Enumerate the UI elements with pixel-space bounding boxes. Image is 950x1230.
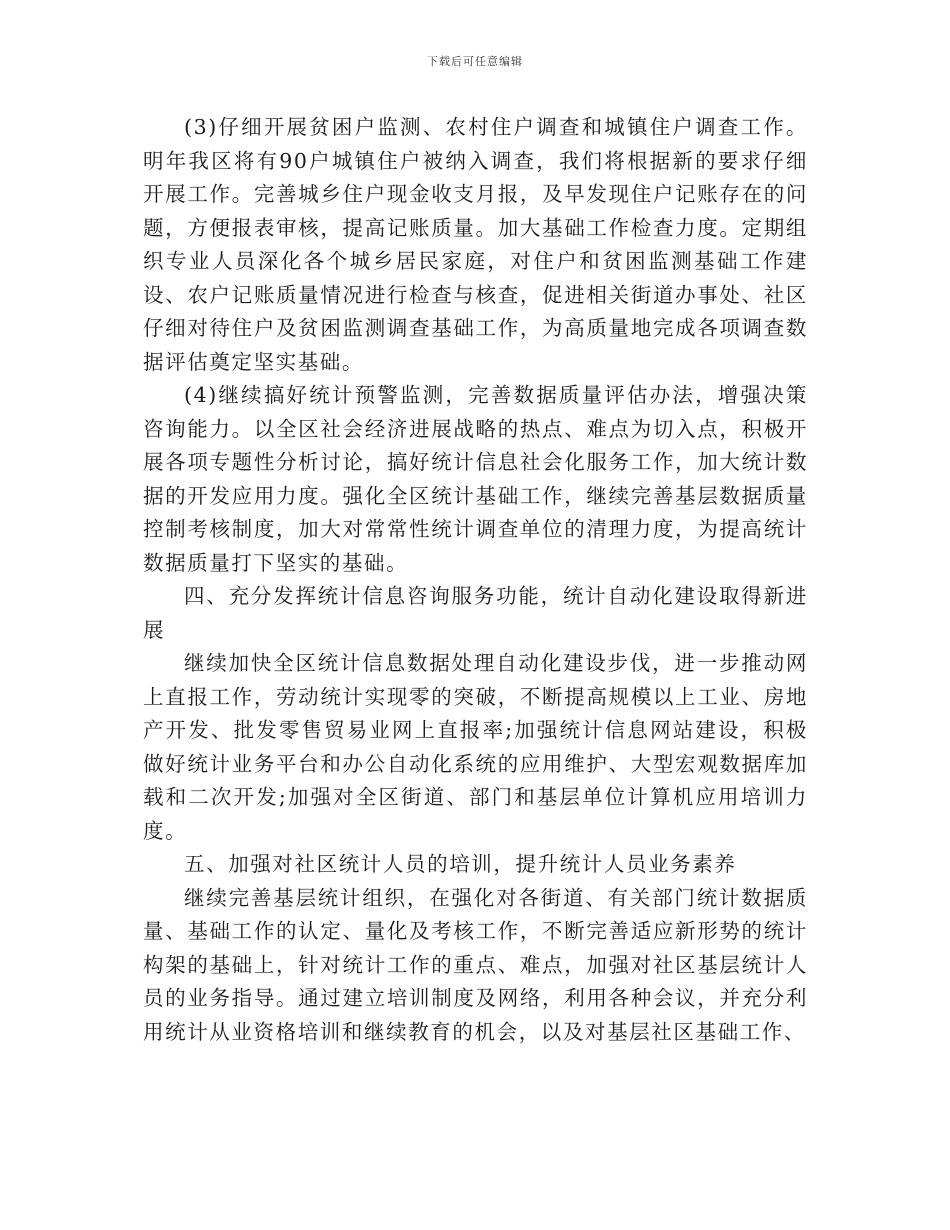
paragraph-automation: 继续加快全区统计信息数据处理自动化建设步伐，进一步推动网上直报工作，劳动统计实现零的突破，不断提高规模以上工业、房地产开发、批发零售贸易业网上直报率;加强统计信息网站建设，积极做好统计业务平台和办公自动化系统的应用维护、大型宏观数据库加载和二次开发;加强对全区街道、部门和基层单位计算机应用培训力度。 [143, 651, 808, 843]
page-header: 下载后可任意编辑 [427, 55, 523, 68]
section-heading-training: 五、加强对社区统计人员的培训，提升统计人员业务素养 [184, 852, 737, 876]
section-heading-automation: 四、充分发挥统计信息咨询服务功能，统计自动化建设取得新进展 [143, 584, 808, 642]
document-body [143, 111, 808, 1049]
paragraph-statistical-warning: (4)继续搞好统计预警监测，完善数据质量评估办法，增强决策咨询能力。以全区社会经济进展战略的热点、难点为切入点，积极开展各项专题性分析讨论，搞好统计信息社会化服务工作，加大统计数据的开发应用力度。强化全区统计基础工作，继续完善基层数据质量控制考核制度，加大对常常性统计调查单位的清理力度，为提高统计数据质量打下坚实的基础。 [143, 383, 808, 575]
paragraph-poverty-monitoring: (3)仔细开展贫困户监测、农村住户调查和城镇住户调查工作。明年我区将有90户城镇住户被纳入调查，我们将根据新的要求仔细开展工作。完善城乡住户现金收支月报，及早发现住户记账存在的问题，方便报表审核，提高记账质量。加大基础工作检查力度。定期组织专业人员深化各个城乡居民家庭，对住户和贫困监测基础工作建设、农户记账质量情况进行检查与核查，促进相关街道办事处、社区仔细对待住户及贫困监测调查基础工作，为高质量地完成各项调查数据评估奠定坚实基础。 [143, 115, 808, 374]
paragraph-training: 继续完善基层统计组织，在强化对各街道、有关部门统计数据质量、基础工作的认定、量化及考核工作，不断完善适应新形势的统计构架的基础上，针对统计工作的重点、难点，加强对社区基层统计人员的业务指导。通过建立培训制度及网络，利用各种会议，并充分利用统计从业资格培训和继续教育的机会，以及对基层社区基础工作、 [143, 885, 808, 1044]
